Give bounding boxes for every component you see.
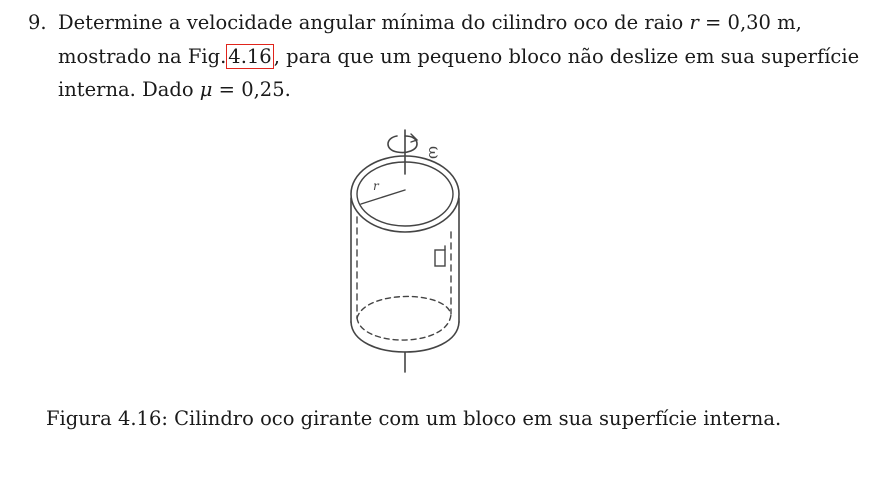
line3-text: interna. Dado	[58, 78, 200, 101]
rotation-arrow-icon	[388, 136, 417, 153]
radius-value: = 0,30 m,	[698, 11, 802, 34]
problem-number: 9.	[28, 11, 47, 34]
small-block	[435, 250, 445, 266]
problem-line-1	[28, 6, 828, 40]
cylinder-bottom-back	[357, 296, 451, 318]
line1-text: Determine a velocidade angular mínima do cilindro oco de raio	[58, 11, 690, 34]
radius-label: r	[373, 179, 379, 193]
figure-caption: Figura 4.16: Cilindro oco girante com um bloco em sua superfície interna.	[46, 407, 782, 430]
line2-after: , para que um pequeno bloco não deslize em sua superfície	[273, 44, 860, 68]
problem-line-3	[28, 73, 828, 107]
omega-label: ω	[425, 146, 444, 160]
figure-reference-link[interactable]: 4.16	[228, 44, 272, 68]
mu-variable: μ	[199, 78, 213, 101]
cylinder-bottom-front	[351, 322, 459, 352]
mu-value: = 0,25.	[212, 78, 291, 101]
line2-before: mostrado na Fig.	[58, 44, 227, 68]
radius-variable: r	[689, 11, 699, 34]
problem-statement	[28, 6, 860, 107]
radius-line	[361, 190, 405, 204]
hollow-cylinder-figure	[335, 122, 475, 377]
problem-line-2	[28, 40, 860, 74]
cylinder-bottom-inner-front	[357, 314, 451, 340]
